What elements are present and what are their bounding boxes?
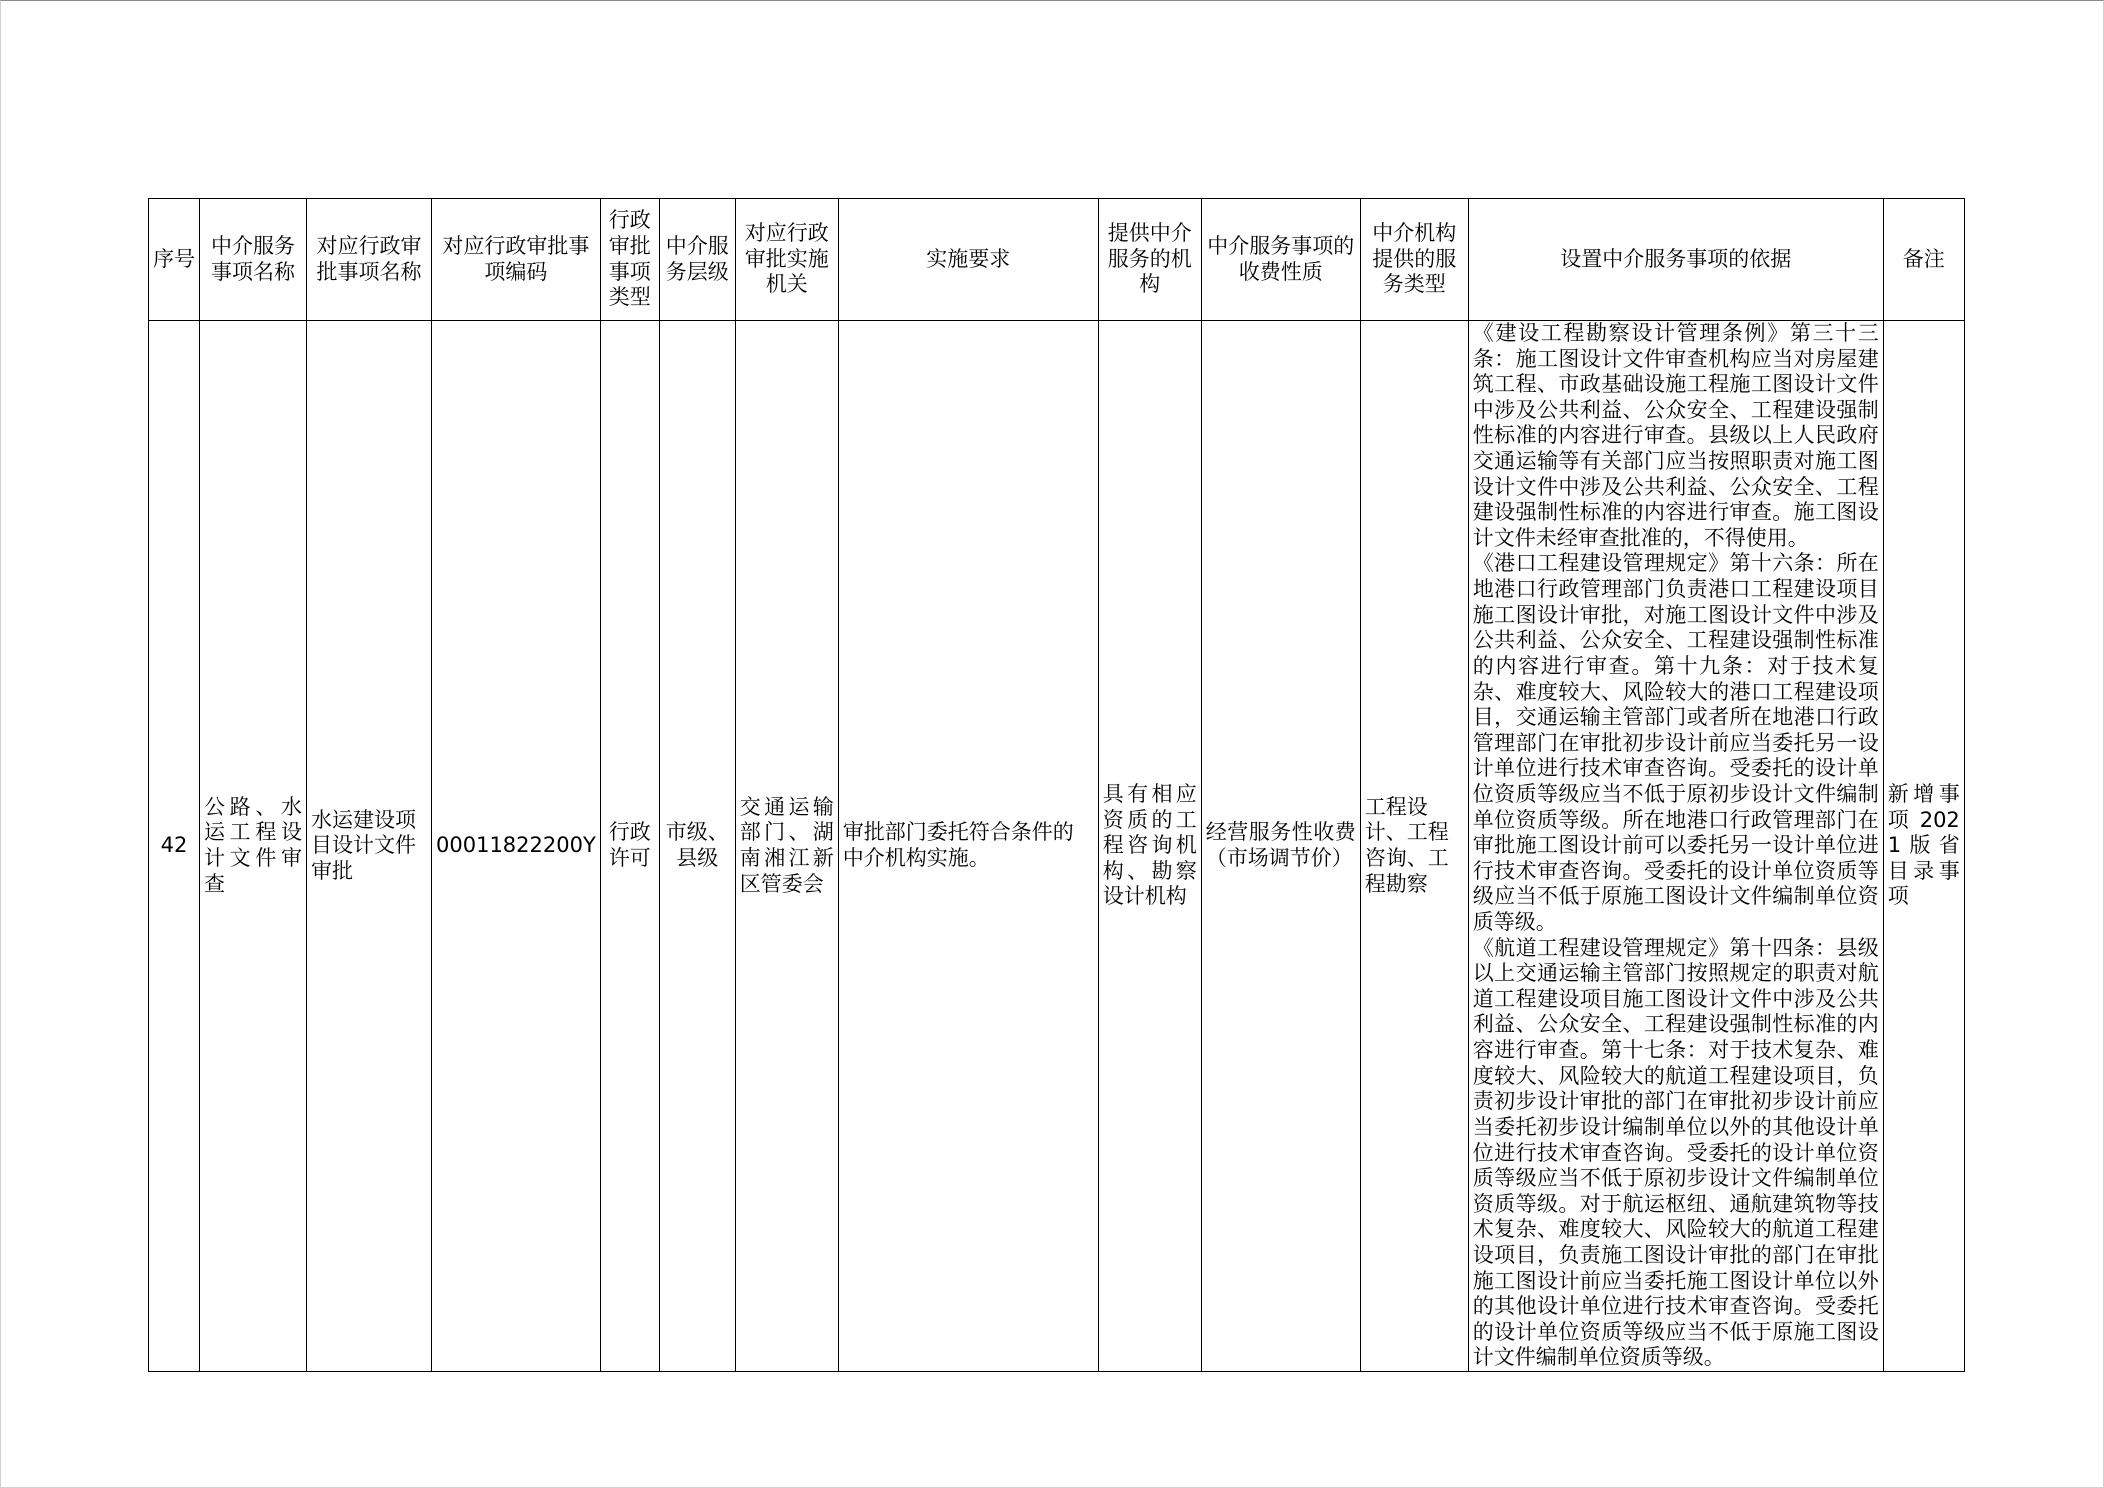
cell-remark: 新增事项2021版省目录事项: [1883, 321, 1964, 1372]
header-fee-nature: 中介服务事项的收费性质: [1201, 199, 1360, 321]
header-remark: 备注: [1883, 199, 1964, 321]
cell-implementing-org: 交通运输部门、湖南湘江新区管委会: [735, 321, 838, 1372]
cell-seq: 42: [149, 321, 200, 1372]
cell-basis: [1468, 321, 1883, 1372]
cell-requirement: 审批部门委托符合条件的中介机构实施。: [838, 321, 1098, 1372]
basis-paragraph: 《港口工程建设管理规定》第十六条：所在地港口行政管理部门负责港口工程建设项目施工图设计审批，对施工图设计文件中涉及公共利益、公众安全、工程建设强制性标准的内容进行审查。第十九条：对于技术复杂、难度较大、风险较大的港口工程建设项目，交通运输主管部门或者所在地港口行政管理部门在审批初步设计前应当委托另一设计单位进行技术审查咨询。受委托的设计单位资质等级应当不低于原初步设计文件编制单位资质等级。所在地港口行政管理部门在审批施工图设计前可以委托另一设计单位进行技术审查咨询。受委托的设计单位资质等级应当不低于原施工图设计文件编制单位资质等级。: [1472, 551, 1879, 935]
header-approval-name: 对应行政审批事项名称: [307, 199, 432, 321]
cell-service-name: 公路、水运工程设计文件审查: [200, 321, 307, 1372]
cell-approval-name: 水运建设项目设计文件审批: [307, 321, 432, 1372]
basis-paragraph: 《航道工程建设管理规定》第十四条：县级以上交通运输主管部门按照规定的职责对航道工程建设项目施工图设计文件中涉及公共利益、公众安全、工程建设强制性标准的内容进行审查。第十七条：对于技术复杂、难度较大、风险较大的航道工程建设项目，负责初步设计审批的部门在审批初步设计前应当委托初步设计编制单位以外的其他设计单位进行技术审查咨询。受委托的设计单位资质等级应当不低于原初步设计文件编制单位资质等级。对于航运枢纽、通航建筑物等技术复杂、难度较大、风险较大的航道工程建设项目，负责施工图设计审批的部门在审批施工图设计前应当委托施工图设计单位以外的其他设计单位进行技术审查咨询。受委托的设计单位资质等级应当不低于原施工图设计文件编制单位资质等级。: [1472, 935, 1879, 1370]
header-service-name: 中介服务事项名称: [200, 199, 307, 321]
header-basis: 设置中介服务事项的依据: [1468, 199, 1883, 321]
header-requirement: 实施要求: [838, 199, 1098, 321]
header-implementing-org: 对应行政审批实施机关: [735, 199, 838, 321]
intermediary-service-table: [148, 198, 1965, 1372]
cell-service-type: 工程设计、工程咨询、工程勘察: [1360, 321, 1468, 1372]
header-approval-type: 行政审批事项类型: [600, 199, 659, 321]
cell-fee-nature: 经营服务性收费（市场调节价）: [1201, 321, 1360, 1372]
header-seq: 序号: [149, 199, 200, 321]
cell-service-level: 市级、县级: [659, 321, 735, 1372]
header-provider: 提供中介服务的机构: [1098, 199, 1201, 321]
header-approval-code: 对应行政审批事项编码: [432, 199, 601, 321]
table-row: [149, 321, 1965, 1372]
table-header-row: [149, 199, 1965, 321]
header-service-type: 中介机构提供的服务类型: [1360, 199, 1468, 321]
cell-approval-type: 行政许可: [600, 321, 659, 1372]
header-service-level: 中介服务层级: [659, 199, 735, 321]
cell-provider: 具有相应资质的工程咨询机构、勘察设计机构: [1098, 321, 1201, 1372]
cell-approval-code: 00011822200Y: [432, 321, 601, 1372]
basis-paragraph: 《建设工程勘察设计管理条例》第三十三条：施工图设计文件审查机构应当对房屋建筑工程、市政基础设施工程施工图设计文件中涉及公共利益、公众安全、工程建设强制性标准的内容进行审查。县级以上人民政府交通运输等有关部门应当按照职责对施工图设计文件中涉及公共利益、公众安全、工程建设强制性标准的内容进行审查。施工图设计文件未经审查批准的，不得使用。: [1472, 321, 1879, 550]
